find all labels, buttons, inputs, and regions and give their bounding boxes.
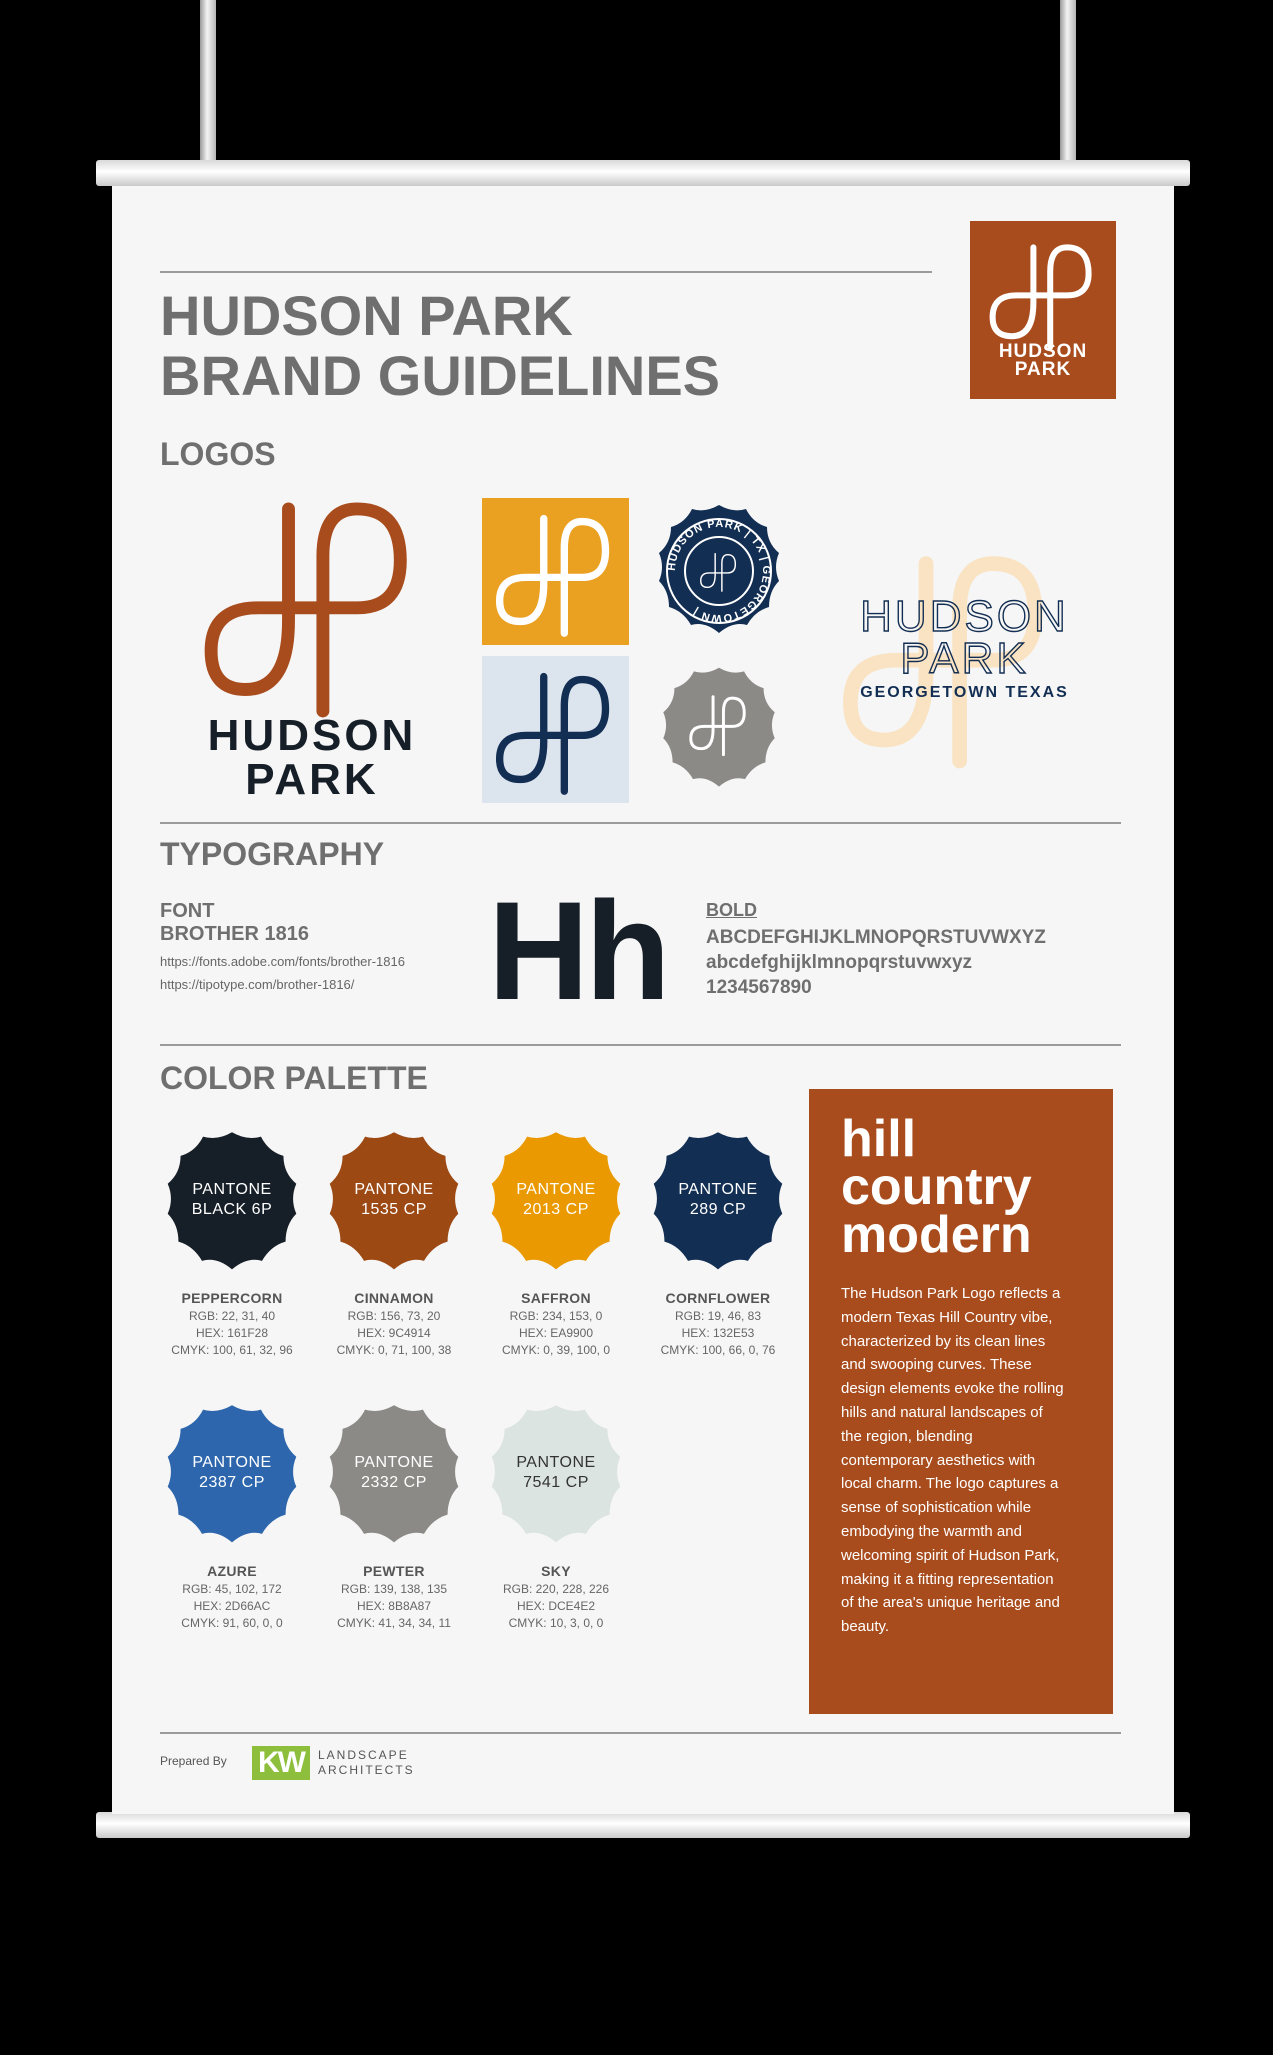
seal-ring-text: HUDSON PARK | TX | GEORGETOWN | <box>665 517 773 625</box>
primary-logo-monogram-icon <box>190 496 430 711</box>
swatch-saffron <box>476 1128 636 1359</box>
brand-story-panel <box>809 1089 1113 1714</box>
typography-divider <box>160 1044 1121 1046</box>
corner-logo-text <box>970 343 1116 379</box>
uppercase-set: ABCDEFGHIJKLMNOPQRSTUVWXYZ <box>706 927 1046 948</box>
hex-value: HEX: EA9900 <box>518 1326 594 1340</box>
pantone-number: 2332 CP <box>361 1474 427 1491</box>
cmyk-value: CMYK: 41, 34, 34, 11 <box>337 1616 451 1630</box>
logo-sky-tile <box>482 656 629 803</box>
hanging-rod-left <box>200 0 216 160</box>
firm-name-line-2: ARCHITECTS <box>318 1763 415 1777</box>
swatch-peppercorn <box>152 1128 312 1359</box>
navy-seal-logo <box>649 501 789 641</box>
primary-logo-line-1: HUDSON <box>207 711 417 760</box>
poster <box>112 186 1174 1814</box>
footer-divider <box>160 1732 1121 1734</box>
pantone-label: PANTONE <box>192 1181 272 1198</box>
weight-label: BOLD <box>706 900 757 920</box>
character-set <box>706 900 1046 999</box>
font-link-2[interactable]: https://tipotype.com/brother-1816/ <box>160 977 355 992</box>
primary-logo-wordmark <box>182 711 442 804</box>
pantone-number: 289 CP <box>689 1201 747 1218</box>
cmyk-value: CMYK: 91, 60, 0, 0 <box>181 1616 283 1630</box>
color-name: PEPPERCORN <box>181 1290 283 1306</box>
hp-monogram-icon <box>482 656 629 803</box>
pantone-label: PANTONE <box>354 1454 434 1471</box>
primary-logo-line-2: PARK <box>245 755 379 804</box>
story-body: The Hudson Park Logo reflects a modern Texas Hill Country vibe, characterized by its clean lines and swooping curves. These design elements evoke the rolling hills and natural landscapes of the region, blending contemporary aesthetics with local charm. The logo captures a sense of sophistication while embodying the warmth and welcoming spirit of Hudson Park, making it a fitting representation of the area's unique heritage and beauty. <box>841 1285 1064 1636</box>
hex-value: HEX: 161F28 <box>195 1326 269 1340</box>
firm-name-line-1: LANDSCAPE <box>318 1748 409 1762</box>
wordmark-logo <box>847 592 1082 702</box>
firm-name <box>318 1748 415 1778</box>
story-heading-line-1: hill <box>841 1110 917 1168</box>
pantone-number: 2013 CP <box>523 1201 589 1218</box>
color-name: CINNAMON <box>354 1290 434 1306</box>
swatch-blob <box>319 1401 469 1551</box>
pantone-code <box>481 1180 631 1220</box>
hp-monogram-icon <box>970 233 1116 353</box>
cmyk-value: CMYK: 0, 39, 100, 0 <box>501 1343 611 1357</box>
color-specs <box>152 1581 312 1632</box>
font-link-1[interactable]: https://fonts.adobe.com/fonts/brother-1816 <box>160 954 405 969</box>
pantone-code <box>319 1180 469 1220</box>
swatch-blob <box>481 1401 631 1551</box>
pantone-code <box>481 1453 631 1493</box>
font-info <box>160 900 450 992</box>
wordmark-line-1: HUDSON <box>860 592 1069 641</box>
story-heading <box>841 1110 1032 1264</box>
page-title <box>160 286 720 406</box>
pantone-number: 2387 CP <box>199 1474 265 1491</box>
font-specimen: Hh <box>488 872 667 1029</box>
pantone-label: PANTONE <box>516 1454 596 1471</box>
pewter-seal-logo <box>654 664 784 794</box>
swatch-azure <box>152 1401 312 1632</box>
lowercase-set: abcdefghijklmnopqrstuvwxyz <box>706 952 973 973</box>
swatch-blob <box>643 1128 793 1278</box>
swatch-blob <box>481 1128 631 1278</box>
color-specs <box>638 1308 798 1359</box>
cmyk-value: CMYK: 100, 66, 0, 76 <box>660 1343 776 1357</box>
cmyk-value: CMYK: 0, 71, 100, 38 <box>336 1343 452 1357</box>
bottom-rail <box>96 1812 1190 1838</box>
swatch-cinnamon <box>314 1128 474 1359</box>
swatch-sky <box>476 1401 636 1632</box>
hex-value: HEX: 8B8A87 <box>356 1599 432 1613</box>
color-specs <box>152 1308 312 1359</box>
rgb-value: RGB: 220, 228, 226 <box>502 1582 610 1596</box>
swatch-pewter <box>314 1401 474 1632</box>
color-name: AZURE <box>207 1563 257 1579</box>
color-specs <box>314 1308 474 1359</box>
pantone-label: PANTONE <box>354 1181 434 1198</box>
color-name: SKY <box>541 1563 571 1579</box>
swatch-blob <box>157 1128 307 1278</box>
rgb-value: RGB: 234, 153, 0 <box>509 1309 603 1323</box>
rgb-value: RGB: 22, 31, 40 <box>188 1309 276 1323</box>
story-heading-line-3: modern <box>841 1206 1032 1264</box>
corner-logo <box>970 221 1116 399</box>
cmyk-value: CMYK: 100, 61, 32, 96 <box>171 1343 293 1357</box>
pantone-number: 7541 CP <box>523 1474 589 1491</box>
hanging-rod-right <box>1060 0 1076 160</box>
color-name: SAFFRON <box>521 1290 591 1306</box>
rgb-value: RGB: 139, 138, 135 <box>340 1582 448 1596</box>
typography-heading: TYPOGRAPHY <box>160 836 385 872</box>
prepared-by-label: Prepared By <box>160 1754 227 1768</box>
swatch-blob <box>157 1401 307 1551</box>
rgb-value: RGB: 45, 102, 172 <box>182 1582 282 1596</box>
pantone-code <box>319 1453 469 1493</box>
color-name: PEWTER <box>363 1563 425 1579</box>
title-line-2: BRAND GUIDELINES <box>160 344 721 407</box>
hex-value: HEX: 132E53 <box>681 1326 755 1340</box>
firm-mark: KW <box>252 1746 310 1780</box>
hp-monogram-icon <box>482 498 629 645</box>
logo-saffron-tile <box>482 498 629 645</box>
pantone-code <box>157 1180 307 1220</box>
swatch-cornflower <box>638 1128 798 1359</box>
font-name: BROTHER 1816 <box>160 923 309 945</box>
top-divider <box>160 271 932 273</box>
corner-logo-line-2: PARK <box>1014 359 1072 380</box>
hex-value: HEX: 9C4914 <box>357 1326 431 1340</box>
swatch-blob <box>319 1128 469 1278</box>
pantone-code <box>643 1180 793 1220</box>
rgb-value: RGB: 19, 46, 83 <box>674 1309 762 1323</box>
rgb-value: RGB: 156, 73, 20 <box>347 1309 441 1323</box>
color-specs <box>476 1581 636 1632</box>
color-specs <box>476 1308 636 1359</box>
cmyk-value: CMYK: 10, 3, 0, 0 <box>508 1616 604 1630</box>
hex-value: HEX: 2D66AC <box>193 1599 271 1613</box>
wordmark-line-3: GEORGETOWN TEXAS <box>860 684 1069 701</box>
logos-heading: LOGOS <box>160 436 276 472</box>
story-heading-line-2: country <box>841 1158 1032 1216</box>
digit-set: 1234567890 <box>706 977 812 998</box>
pantone-label: PANTONE <box>192 1454 272 1471</box>
pantone-label: PANTONE <box>678 1181 758 1198</box>
palette-heading: COLOR PALETTE <box>160 1060 428 1096</box>
hex-value: HEX: DCE4E2 <box>516 1599 596 1613</box>
top-rail <box>96 160 1190 186</box>
pantone-code <box>157 1453 307 1493</box>
wordmark-line-2: PARK <box>900 634 1029 683</box>
color-name: CORNFLOWER <box>665 1290 771 1306</box>
title-line-1: HUDSON PARK <box>160 284 573 347</box>
font-label: FONT <box>160 900 215 922</box>
logos-divider <box>160 822 1121 824</box>
pantone-label: PANTONE <box>516 1181 596 1198</box>
pantone-number: BLACK 6P <box>191 1201 273 1218</box>
color-specs <box>314 1581 474 1632</box>
pantone-number: 1535 CP <box>361 1201 427 1218</box>
corner-logo-line-1: HUDSON <box>998 341 1088 362</box>
